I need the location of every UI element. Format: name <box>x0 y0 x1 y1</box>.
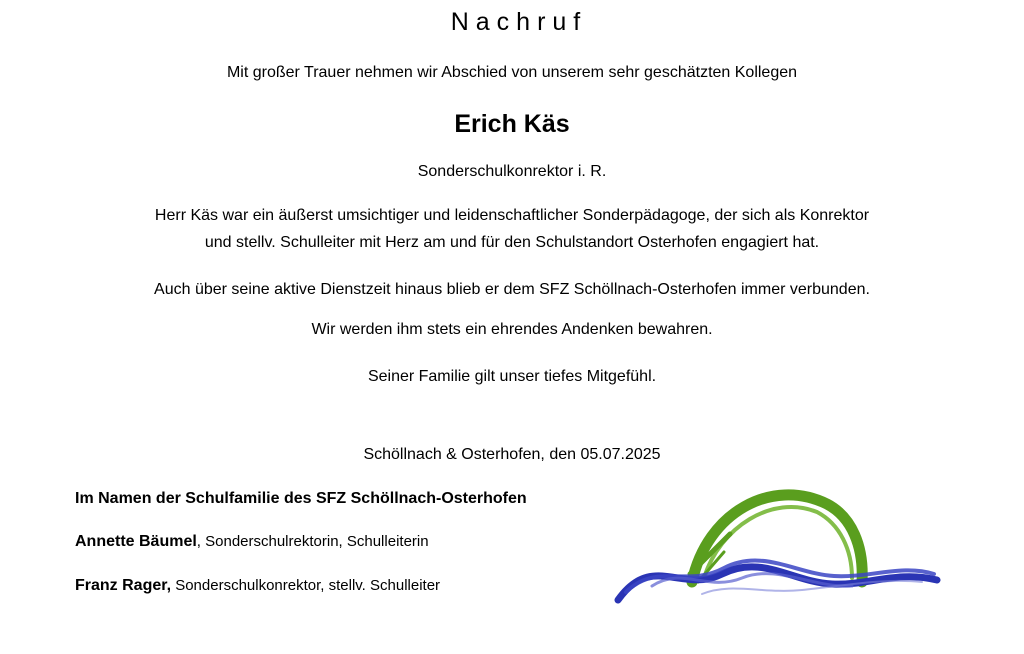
sfz-school-logo-icon <box>612 482 942 612</box>
place-date: Schöllnach & Osterhofen, den 05.07.2025 <box>363 446 661 463</box>
paragraph-3: Wir werden ihm stets ein ehrendes Andenken bewahren. <box>311 321 713 338</box>
signatory-1-role: , Sonderschulrektorin, Schulleiterin <box>196 533 429 550</box>
paragraph-1-line-1: Herr Käs war ein äußerst umsichtiger und leidenschaftlicher Sonderpädagoge, der sich als Konrektor <box>154 207 870 224</box>
on-behalf-line: Im Namen der Schulfamilie des SFZ Schöllnach-Osterhofen <box>75 490 527 507</box>
paragraph-1-line-2: und stellv. Schulleiter mit Herz am und für den Schulstandort Osterhofen engagiert hat. <box>204 234 820 251</box>
deceased-name: Erich Käs <box>454 110 570 138</box>
deceased-title: Sonderschulkonrektor i. R. <box>417 163 607 180</box>
page-title: Nachruf <box>450 8 588 36</box>
signatory-2-name: Franz Rager, <box>75 577 172 594</box>
paragraph-2: Auch über seine aktive Dienstzeit hinaus blieb er dem SFZ Schöllnach-Osterhofen immer verbunden. <box>154 281 870 298</box>
signatory-2-role: Sonderschulkonrektor, stellv. Schulleiter <box>171 577 441 594</box>
signatory-1-name: Annette Bäumel <box>75 533 197 550</box>
signatory-2 <box>75 577 440 595</box>
intro-text: Mit großer Trauer nehmen wir Abschied von unserem sehr geschätzten Kollegen <box>226 64 798 81</box>
signatory-1 <box>75 533 429 551</box>
paragraph-4: Seiner Familie gilt unser tiefes Mitgefühl. <box>367 368 657 385</box>
